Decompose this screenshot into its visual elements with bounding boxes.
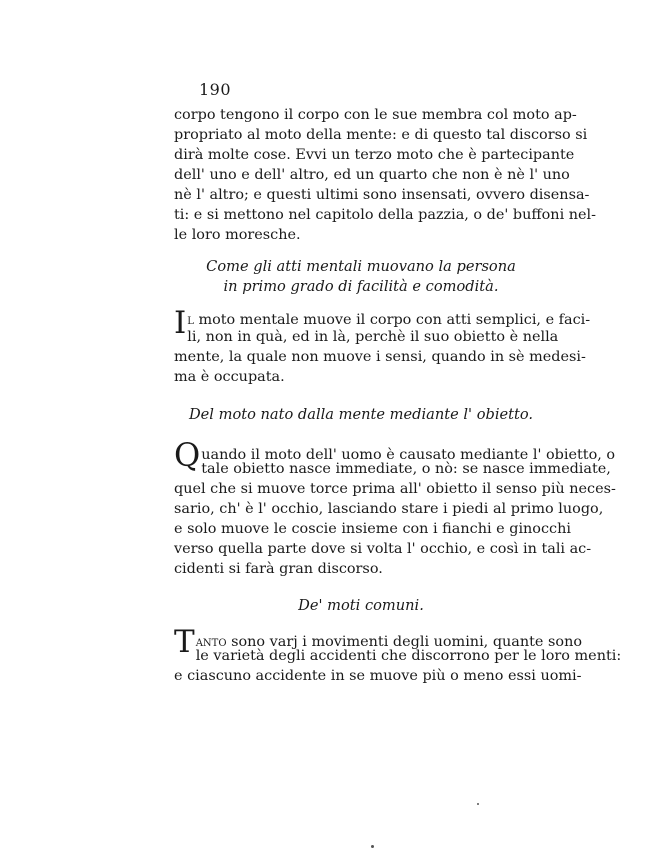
heading-line: in primo grado di facilità e comodità. (223, 278, 499, 295)
text-line: e solo muove le coscie insieme con i fianchi e ginocchi (174, 521, 571, 537)
smallcaps-text: anto (195, 634, 227, 650)
paragraph-2 (174, 305, 591, 387)
text-line: dell' uno e dell' altro, ed un quarto che non è nè l' uno (174, 167, 570, 183)
text-line: li, non in quà, ed in là, perchè il suo obietto è nella (187, 329, 559, 345)
text-line: cidenti si farà gran discorso. (174, 561, 383, 577)
smallcaps-text: l (187, 312, 194, 328)
heading-line: Come gli atti mentali muovano la persona (206, 258, 516, 275)
text-line: tale obietto nasce immediate, o nò: se nasce immediate, (201, 461, 611, 477)
text-line: mente, la quale non muove i sensi, quando in sè medesi- (174, 349, 586, 365)
text-line-first: uando il moto dell' uomo è causato mediante l' obietto, o (201, 447, 616, 463)
text-line: quel che si muove torce prima all' obietto il senso più neces- (174, 481, 616, 497)
first-line-text: moto mentale muove il corpo con atti semplici, e faci- (193, 312, 591, 328)
section-heading-3 (174, 596, 548, 616)
section-heading-1 (174, 257, 548, 297)
scan-speck (477, 803, 479, 805)
paragraph-3 (174, 436, 616, 579)
section-heading-2 (174, 405, 548, 425)
text-line: ma è occupata. (174, 369, 285, 385)
paragraph-1 (174, 105, 596, 245)
text-line: verso quella parte dove si volta l' occhio, e così in tali ac- (174, 541, 592, 557)
text-line: sario, ch' è l' occhio, lasciando stare i piedi al primo luogo, (174, 501, 604, 517)
text-line-first (174, 626, 582, 650)
text-line: propriato al moto della mente: e di questo tal discorso si (174, 127, 588, 143)
text-line: nè l' altro; e questi ultimi sono insensati, ovvero disensa- (174, 187, 590, 203)
drop-cap-initial: Q (174, 436, 201, 474)
text-line: le loro moresche. (174, 227, 301, 243)
heading-line: De' moti comuni. (298, 597, 424, 614)
text-line: corpo tengono il corpo con le sue membra col moto ap- (174, 107, 577, 123)
page-number: 190 (199, 80, 232, 99)
paragraph-4 (174, 624, 622, 686)
scan-speck (371, 845, 374, 848)
text-line: ti: e si mettono nel capitolo della pazzia, o de' buffoni nel- (174, 207, 596, 223)
drop-cap-initial: I (174, 305, 187, 341)
drop-cap-initial: T (174, 624, 195, 660)
text-line-first (174, 307, 591, 328)
heading-line: Del moto nato dalla mente mediante l' obietto. (188, 406, 534, 423)
text-line: dirà molte cose. Evvi un terzo moto che è partecipante (174, 147, 575, 163)
text-line: le varietà degli accidenti che discorrono per le loro menti: (195, 648, 622, 664)
text-line: e ciascuno accidente in se muove più o meno essi uomi- (174, 668, 582, 684)
first-line-text: sono varj i movimenti degli uomini, quante sono (226, 634, 582, 650)
